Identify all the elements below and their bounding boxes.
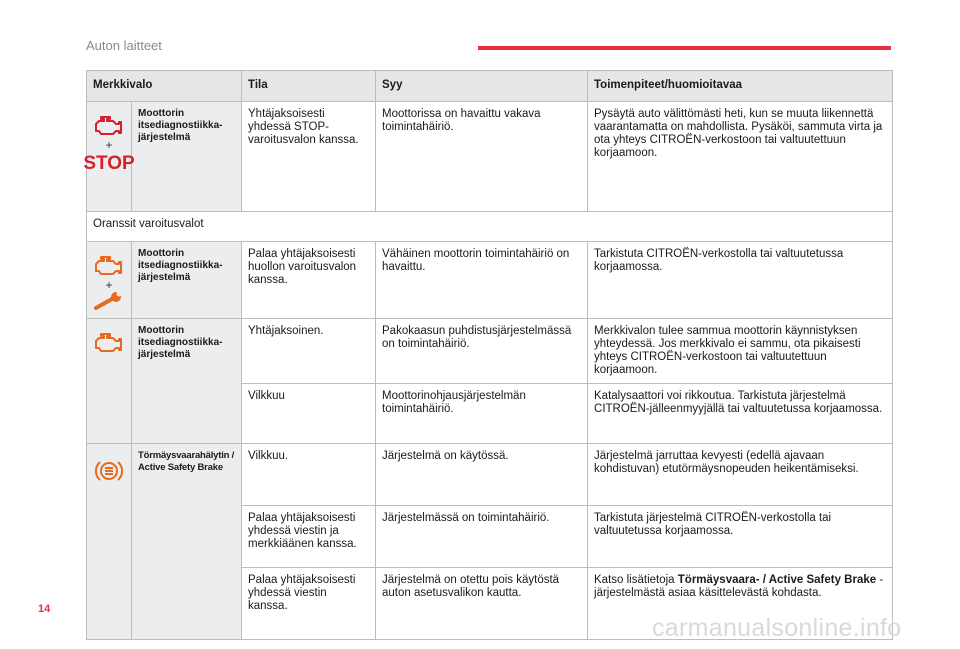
table-row	[87, 242, 893, 319]
warning-icon-cell	[87, 319, 132, 444]
tila-cell: Yhtäjaksoisesti yhdessä STOP-varoitusvalon kanssa.	[242, 102, 376, 212]
header-accent-bar	[478, 46, 891, 50]
warning-name: Moottorin itsediagnostiikka-järjestelmä	[132, 102, 242, 212]
syy-cell: Järjestelmä on käytössä.	[376, 444, 588, 506]
toimenpide-cell: Pysäytä auto välittömästi heti, kun se muuta liikennettä vaarantamatta on mahdollista. Pysäköi, sammuta virta ja ota yhteys CITROËN-verkostoon tai valtuutettuun korjaamoon.	[588, 102, 893, 212]
syy-cell: Vähäinen moottorin toimintahäiriö on havaittu.	[376, 242, 588, 319]
table-row	[87, 444, 893, 506]
warning-name-text: Törmäysvaarahälytin / Active Safety Brake	[138, 450, 235, 473]
toimenpide-cell: Tarkistuta CITROËN-verkostolla tai valtuutetussa korjaamossa.	[588, 242, 893, 319]
warning-name: Moottorin itsediagnostiikka-järjestelmä	[132, 319, 242, 444]
table-row	[87, 319, 893, 384]
collision-warning-icon	[94, 458, 124, 484]
wrench-icon	[93, 292, 125, 312]
tila-cell: Vilkkuu.	[242, 444, 376, 506]
toimenpide-suffix: -järjestelmästä asiaa käsittelevästä kohdasta.	[594, 574, 884, 599]
syy-cell: Järjestelmä on otettu pois käytöstä auton asetusvalikon kautta.	[376, 568, 588, 640]
toimenpide-prefix: Katso lisätietoja	[594, 574, 678, 586]
tila-cell: Yhtäjaksoinen.	[242, 319, 376, 384]
tila-cell: Palaa yhtäjaksoisesti yhdessä viestin kanssa.	[242, 568, 376, 640]
column-header-merkkivalo: Merkkivalo	[87, 71, 242, 102]
syy-cell: Pakokaasun puhdistusjärjestelmässä on toimintahäiriö.	[376, 319, 588, 384]
watermark: carmanualsonline.info	[652, 614, 902, 642]
column-header-toimenpiteet: Toimenpiteet/huomioitavaa	[588, 71, 893, 102]
stop-icon-text: STOP	[83, 153, 135, 174]
engine-icon-orange	[93, 256, 125, 278]
column-header-tila: Tila	[242, 71, 376, 102]
page-number: 14	[38, 603, 51, 615]
warning-icon-cell	[87, 242, 132, 319]
tila-cell: Palaa yhtäjaksoisesti yhdessä viestin ja merkkiäänen kanssa.	[242, 506, 376, 568]
plus-sign: +	[105, 278, 113, 292]
warning-lights-table	[83, 70, 893, 640]
page-header-title: Auton laitteet	[86, 38, 162, 53]
table-row	[87, 102, 893, 212]
toimenpide-cell: Merkkivalon tulee sammua moottorin käynnistyksen yhteydessä. Jos merkkivalo ei sammu, ota pikaisesti yhteys CITROËN-verkostoon tai valtuutettuun korjaamoon.	[588, 319, 893, 384]
stop-icon	[83, 152, 135, 174]
toimenpide-link-text: Törmäysvaara- / Active Safety Brake	[677, 574, 877, 586]
section-orange-lights: Oranssit varoitusvalot	[87, 212, 893, 242]
tila-cell: Vilkkuu	[242, 384, 376, 444]
syy-cell: Moottorinohjausjärjestelmän toimintahäiriö.	[376, 384, 588, 444]
table-section-row	[87, 212, 893, 242]
syy-cell: Moottorissa on havaittu vakava toimintahäiriö.	[376, 102, 588, 212]
syy-cell: Järjestelmässä on toimintahäiriö.	[376, 506, 588, 568]
warning-name: Moottorin itsediagnostiikka-järjestelmä	[132, 242, 242, 319]
warning-icon-cell	[87, 444, 132, 640]
tila-cell: Palaa yhtäjaksoisesti huollon varoitusvalon kanssa.	[242, 242, 376, 319]
engine-icon-red	[93, 116, 125, 138]
warning-name	[132, 444, 242, 640]
toimenpide-cell: Tarkistuta järjestelmä CITROËN-verkostolla tai valtuutetussa korjaamossa.	[588, 506, 893, 568]
table-header-row	[87, 71, 893, 102]
engine-icon-orange	[93, 333, 125, 355]
plus-sign: +	[105, 138, 113, 152]
toimenpide-cell: Katalysaattori voi rikkoutua. Tarkistuta järjestelmä CITROËN-jälleenmyyjällä tai valtuutetussa korjaamossa.	[588, 384, 893, 444]
column-header-syy: Syy	[376, 71, 588, 102]
toimenpide-cell: Järjestelmä jarruttaa kevyesti (edellä ajavaan kohdistuvan) etutörmäysnopeuden heikentämiseksi.	[588, 444, 893, 506]
warning-icon-cell	[83, 102, 135, 212]
